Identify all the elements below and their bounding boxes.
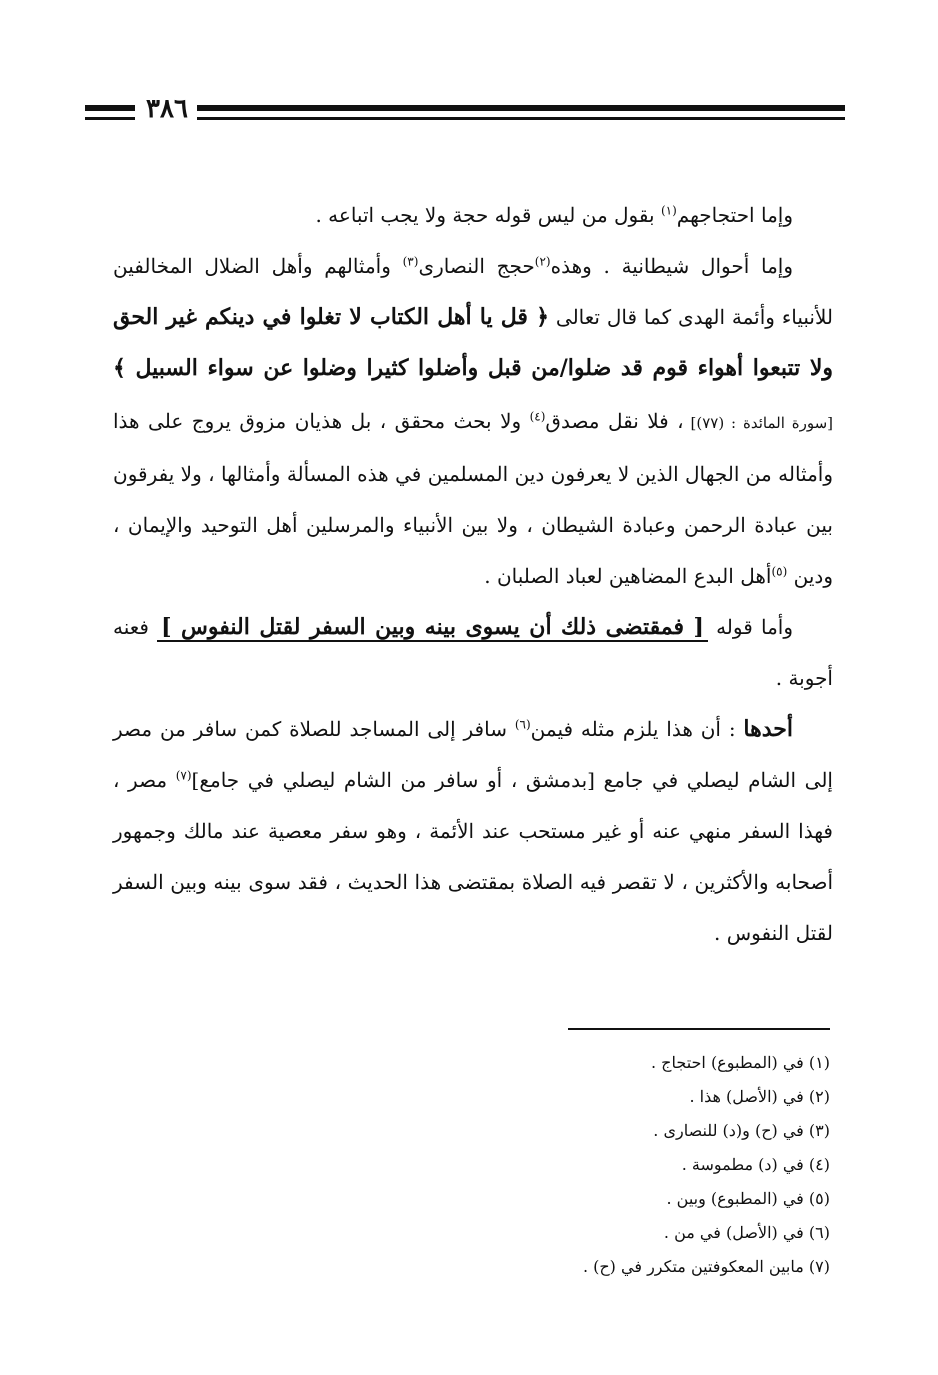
text-run: بقول من ليس قوله حجة ولا يجب اتباعه .	[315, 203, 661, 227]
text-run: مصر ، فهذا السفر منهي عنه أو غير مستحب عند الأئمة ، وهو سفر معصية عند مالك وجمهور أصحابه والأكثرين ، لا تقصر فيه الصلاة بمقتضى هذا الحديث ، فقد سوى بينه وبين السفر لقتل النفوس .	[113, 768, 833, 945]
text-run: وإما أحوال شيطانية . وهذه	[550, 254, 793, 278]
text-run: وأمثالهم وأهل الضلال المخالفين للأنبياء وأئمة الهدى كما قال تعالى	[113, 254, 833, 329]
footnote-ref-2: (٢)	[534, 254, 551, 269]
paragraph-1	[113, 190, 833, 241]
text-run: سافر إلى المساجد للصلاة كمن سافر من مصر إلى الشام ليصلي في جامع [بدمشق ، أو سافر من الشام ليصلي في جامع]	[113, 717, 833, 792]
footnote-ref-1: (١)	[660, 203, 677, 218]
footnote-ref-6: (٦)	[514, 717, 531, 732]
text-run: حجج النصارى	[418, 254, 535, 278]
footnote-7: (٧) مابين المعكوفتين متكرر في (ح) .	[582, 1257, 830, 1276]
text-run: فعنه أجوبة .	[113, 615, 833, 690]
text-run: ، فلا نقل مصدق	[545, 409, 684, 433]
text-run: وأما قوله	[707, 615, 793, 639]
footnote-2: (٢) في (الأصل) هذا .	[689, 1087, 830, 1106]
footnote-ref-3: (٣)	[402, 254, 419, 269]
footnote-3: (٣) في (ح) و(د) للنصارى .	[653, 1121, 830, 1140]
answer-label: أحدها	[743, 716, 793, 742]
text-run: ولا بحث محقق ، بل هذيان مزوق يروج على هذا وأمثاله من الجهال الذين لا يعرفون دين المسلمين في هذه المسألة وأمثالها ، ولا يفرقون بين عبادة الرحمن وعبادة الشيطان ، ولا بين الأنبياء والمرسلين أهل التوحيد والإيمان ، ودين	[113, 409, 833, 588]
verse-citation: [سورة المائدة : (٧٧)]	[683, 414, 833, 432]
page-number: ٣٨٦	[146, 94, 188, 124]
page-header	[85, 94, 845, 130]
footnote-separator	[568, 1028, 830, 1030]
footnote-4: (٤) في (د) مطموسة .	[681, 1155, 830, 1174]
quoted-statement: [ فمقتضى ذلك أن يسوى بينه وبين السفر لقتل النفوس ]	[157, 614, 708, 642]
footnote-5: (٥) في (المطبوع) وبين .	[666, 1189, 830, 1208]
footnote-ref-7: (٧)	[175, 768, 192, 783]
footnote-ref-5: (٥)	[771, 564, 788, 579]
paragraph-3	[113, 602, 833, 704]
footnote-6: (٦) في (الأصل) في من .	[663, 1223, 830, 1242]
main-text	[113, 190, 833, 959]
paragraph-4	[113, 704, 833, 959]
footnote-ref-4: (٤)	[529, 409, 546, 424]
quran-verse: ﴿ قل يا أهل الكتاب لا تغلوا في دينكم غير الحق ولا تتبعوا أهواء قوم قد ضلوا/من قبل وأضلوا كثيرا وضلوا عن سواء السبيل ﴾	[113, 304, 833, 381]
text-run: : أن هذا يلزم مثله فيمن	[530, 717, 744, 741]
footnote-1: (١) في (المطبوع) احتجاج .	[650, 1053, 830, 1072]
text-run: وإما احتجاجهم	[676, 203, 793, 227]
header-rule-left	[85, 105, 135, 123]
footnotes	[440, 1046, 830, 1284]
paragraph-2	[113, 241, 833, 602]
text-run: أهل البدع المضاهين لعباد الصلبان .	[484, 564, 772, 588]
header-rule-right	[197, 105, 845, 123]
